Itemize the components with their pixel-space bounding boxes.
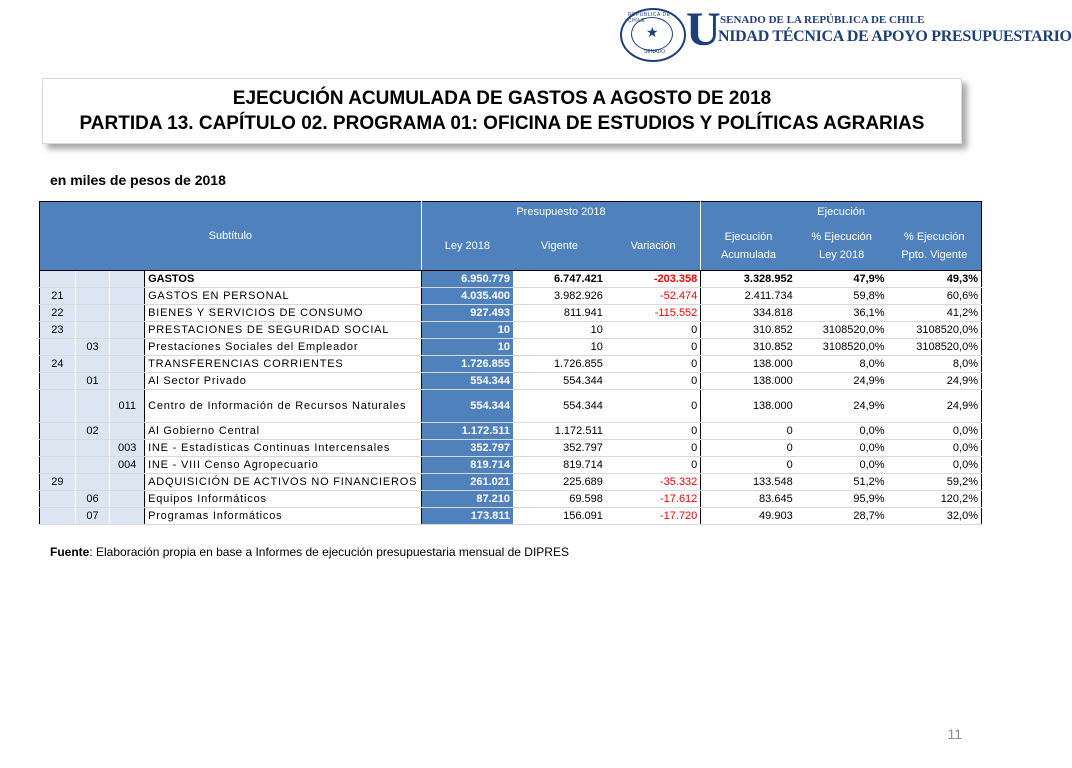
table-row (40, 390, 982, 423)
cell-item-code (75, 474, 110, 491)
cell-ejecucion-acumulada: 334.818 (701, 305, 796, 322)
cell-subtitulo-code (40, 508, 76, 525)
cell-ley-2018: 87.210 (421, 491, 513, 508)
cell-ley-2018: 10 (421, 339, 513, 356)
cell-pct-ejecucion-ley: 0,0% (796, 440, 888, 457)
cell-subtitulo-code (40, 440, 76, 457)
cell-vigente: 352.797 (513, 440, 606, 457)
cell-vigente: 819.714 (513, 457, 606, 474)
header-ejecucion-acumulada (701, 222, 796, 271)
cell-ejecucion-acumulada: 83.645 (701, 491, 796, 508)
cell-vigente: 1.726.855 (513, 356, 606, 373)
cell-asignacion-code (110, 288, 145, 305)
cell-asignacion-code (110, 491, 145, 508)
cell-pct-ejecucion-vigente: 24,9% (888, 373, 982, 390)
cell-description: Prestaciones Sociales del Empleador (145, 339, 422, 356)
cell-item-code (75, 322, 110, 339)
cell-subtitulo-code: 24 (40, 356, 76, 373)
cell-ejecucion-acumulada: 310.852 (701, 322, 796, 339)
cell-ley-2018: 261.021 (421, 474, 513, 491)
cell-asignacion-code (110, 339, 145, 356)
cell-pct-ejecucion-ley: 3108520,0% (796, 339, 888, 356)
header-ejec-acum-line2: Acumulada (720, 249, 777, 261)
table-row (40, 288, 982, 305)
cell-description: ADQUISICIÓN DE ACTIVOS NO FINANCIEROS (145, 474, 422, 491)
cell-pct-ejecucion-ley: 3108520,0% (796, 322, 888, 339)
cell-vigente: 10 (513, 322, 606, 339)
cell-item-code (75, 440, 110, 457)
cell-subtitulo-code: 22 (40, 305, 76, 322)
cell-ejecucion-acumulada: 138.000 (701, 390, 796, 423)
cell-item-code (75, 390, 110, 423)
logo-line-senate: SENADO DE LA REPÚBLICA DE CHILE (720, 14, 925, 26)
cell-pct-ejecucion-ley: 0,0% (796, 423, 888, 440)
cell-ejecucion-acumulada: 0 (701, 457, 796, 474)
cell-ley-2018: 10 (421, 322, 513, 339)
budget-table (39, 201, 982, 525)
cell-pct-ejecucion-ley: 24,9% (796, 373, 888, 390)
cell-description: TRANSFERENCIAS CORRIENTES (145, 356, 422, 373)
cell-item-code: 06 (75, 491, 110, 508)
cell-pct-ejecucion-vigente: 3108520,0% (888, 339, 982, 356)
cell-variacion: 0 (606, 390, 701, 423)
cell-subtitulo-code: 21 (40, 288, 76, 305)
cell-vigente: 10 (513, 339, 606, 356)
table-row (40, 508, 982, 525)
header-pct-vig-line2: Ppto. Vigente (901, 249, 968, 261)
title-line-1: EJECUCIÓN ACUMULADA DE GASTOS A AGOSTO DE 2018 (232, 88, 772, 109)
table-row (40, 356, 982, 373)
cell-ley-2018: 352.797 (421, 440, 513, 457)
cell-asignacion-code (110, 474, 145, 491)
cell-ley-2018: 819.714 (421, 457, 513, 474)
cell-variacion: 0 (606, 440, 701, 457)
cell-description: PRESTACIONES DE SEGURIDAD SOCIAL (145, 322, 422, 339)
cell-pct-ejecucion-ley: 8,0% (796, 356, 888, 373)
title-box (42, 78, 962, 144)
cell-vigente: 554.344 (513, 390, 606, 423)
units-subtitle: en miles de pesos de 2018 (50, 172, 226, 188)
cell-item-code (75, 305, 110, 322)
cell-vigente: 156.091 (513, 508, 606, 525)
table-body (40, 271, 982, 525)
cell-ejecucion-acumulada: 0 (701, 440, 796, 457)
cell-subtitulo-code (40, 457, 76, 474)
table-row (40, 474, 982, 491)
cell-description: Programas Informáticos (145, 508, 422, 525)
cell-item-code: 03 (75, 339, 110, 356)
cell-ley-2018: 1.726.855 (421, 356, 513, 373)
source-text: : Elaboración propia en base a Informes de ejecución presupuestaria mensual de DIPRES (89, 545, 569, 559)
cell-variacion: -17.612 (606, 491, 701, 508)
cell-vigente: 69.598 (513, 491, 606, 508)
cell-pct-ejecucion-vigente: 41,2% (888, 305, 982, 322)
header-ejec-acum-line1: Ejecución (724, 231, 773, 243)
seal-bottom-text: SENADO (644, 49, 666, 55)
cell-ejecucion-acumulada: 0 (701, 423, 796, 440)
source-note (50, 545, 569, 559)
table-row (40, 440, 982, 457)
cell-item-code (75, 288, 110, 305)
cell-vigente: 225.689 (513, 474, 606, 491)
title-line-2: PARTIDA 13. CAPÍTULO 02. PROGRAMA 01: OFICINA DE ESTUDIOS Y POLÍTICAS AGRARIAS (79, 113, 925, 134)
cell-item-code (75, 271, 110, 288)
source-label: Fuente (50, 545, 90, 559)
header-vigente: Vigente (513, 222, 606, 271)
table-row (40, 305, 982, 322)
cell-ejecucion-acumulada: 49.903 (701, 508, 796, 525)
cell-description: GASTOS (145, 271, 422, 288)
cell-ley-2018: 4.035.400 (421, 288, 513, 305)
cell-vigente: 811.941 (513, 305, 606, 322)
cell-item-code (75, 457, 110, 474)
cell-ejecucion-acumulada: 2.411.734 (701, 288, 796, 305)
cell-asignacion-code (110, 508, 145, 525)
cell-pct-ejecucion-ley: 24,9% (796, 390, 888, 423)
cell-subtitulo-code (40, 423, 76, 440)
cell-pct-ejecucion-ley: 0,0% (796, 457, 888, 474)
cell-subtitulo-code (40, 390, 76, 423)
cell-variacion: -35.332 (606, 474, 701, 491)
cell-item-code (75, 356, 110, 373)
cell-pct-ejecucion-vigente: 0,0% (888, 440, 982, 457)
table-row (40, 457, 982, 474)
cell-subtitulo-code: 23 (40, 322, 76, 339)
header-ley: Ley 2018 (421, 222, 513, 271)
header-presupuesto: Presupuesto 2018 (421, 202, 701, 223)
table-row (40, 491, 982, 508)
cell-pct-ejecucion-ley: 51,2% (796, 474, 888, 491)
cell-description: INE - VIII Censo Agropecuario (145, 457, 422, 474)
cell-description: Al Sector Privado (145, 373, 422, 390)
logo-letter: U (686, 3, 721, 56)
cell-description: BIENES Y SERVICIOS DE CONSUMO (145, 305, 422, 322)
cell-variacion: -203.358 (606, 271, 701, 288)
cell-subtitulo-code (40, 491, 76, 508)
cell-pct-ejecucion-vigente: 8,0% (888, 356, 982, 373)
cell-vigente: 3.982.926 (513, 288, 606, 305)
cell-variacion: -17.720 (606, 508, 701, 525)
cell-description: Equipos Informáticos (145, 491, 422, 508)
cell-pct-ejecucion-ley: 95,9% (796, 491, 888, 508)
table-row (40, 271, 982, 288)
table-row (40, 373, 982, 390)
cell-asignacion-code (110, 305, 145, 322)
senate-logo (620, 3, 1072, 64)
cell-asignacion-code (110, 373, 145, 390)
cell-pct-ejecucion-ley: 47,9% (796, 271, 888, 288)
cell-variacion: 0 (606, 322, 701, 339)
cell-item-code: 01 (75, 373, 110, 390)
cell-pct-ejecucion-vigente: 60,6% (888, 288, 982, 305)
cell-variacion: 0 (606, 339, 701, 356)
cell-vigente: 554.344 (513, 373, 606, 390)
table-header (40, 202, 982, 271)
table-row (40, 423, 982, 440)
cell-ley-2018: 554.344 (421, 373, 513, 390)
header-ejecucion: Ejecución (701, 202, 982, 223)
header-pct-vig-line1: % Ejecución (904, 231, 965, 243)
seal-star-icon: ★ (646, 24, 659, 40)
header-pct-ley-line1: % Ejecución (811, 231, 872, 243)
cell-ley-2018: 173.811 (421, 508, 513, 525)
cell-variacion: -115.552 (606, 305, 701, 322)
table-row (40, 322, 982, 339)
cell-pct-ejecucion-vigente: 120,2% (888, 491, 982, 508)
cell-subtitulo-code (40, 339, 76, 356)
cell-variacion: 0 (606, 373, 701, 390)
cell-variacion: 0 (606, 356, 701, 373)
cell-ley-2018: 927.493 (421, 305, 513, 322)
cell-ejecucion-acumulada: 138.000 (701, 373, 796, 390)
cell-pct-ejecucion-vigente: 59,2% (888, 474, 982, 491)
cell-variacion: 0 (606, 423, 701, 440)
logo-line-unit: NIDAD TÉCNICA DE APOYO PRESUPUESTARIO (718, 28, 1072, 45)
cell-asignacion-code: 004 (110, 457, 145, 474)
cell-subtitulo-code: 29 (40, 474, 76, 491)
cell-vigente: 1.172.511 (513, 423, 606, 440)
header-pct-ley (796, 222, 888, 271)
cell-pct-ejecucion-vigente: 32,0% (888, 508, 982, 525)
cell-description: GASTOS EN PERSONAL (145, 288, 422, 305)
cell-pct-ejecucion-vigente: 0,0% (888, 457, 982, 474)
cell-pct-ejecucion-ley: 28,7% (796, 508, 888, 525)
cell-asignacion-code (110, 271, 145, 288)
cell-ejecucion-acumulada: 138.000 (701, 356, 796, 373)
cell-pct-ejecucion-vigente: 0,0% (888, 423, 982, 440)
header-pct-vigente (888, 222, 982, 271)
senate-seal (620, 8, 686, 62)
table-row (40, 339, 982, 356)
cell-vigente: 6.747.421 (513, 271, 606, 288)
cell-pct-ejecucion-vigente: 49,3% (888, 271, 982, 288)
cell-description: Centro de Información de Recursos Naturales (145, 390, 422, 423)
seal-top-text: REPÚBLICA DE CHILE (628, 12, 671, 24)
cell-subtitulo-code (40, 373, 76, 390)
page-number: 11 (947, 726, 962, 742)
cell-pct-ejecucion-ley: 59,8% (796, 288, 888, 305)
cell-description: Al Gobierno Central (145, 423, 422, 440)
cell-ley-2018: 554.344 (421, 390, 513, 423)
cell-asignacion-code (110, 322, 145, 339)
cell-pct-ejecucion-vigente: 24,9% (888, 390, 982, 423)
cell-ley-2018: 1.172.511 (421, 423, 513, 440)
cell-pct-ejecucion-vigente: 3108520,0% (888, 322, 982, 339)
cell-variacion: 0 (606, 457, 701, 474)
cell-subtitulo-code (40, 271, 76, 288)
cell-pct-ejecucion-ley: 36,1% (796, 305, 888, 322)
cell-asignacion-code (110, 356, 145, 373)
cell-asignacion-code: 003 (110, 440, 145, 457)
cell-asignacion-code: 011 (110, 390, 145, 423)
cell-description: INE - Estadísticas Continuas Intercensales (145, 440, 422, 457)
header-subtitulo: Subtítulo (40, 202, 422, 271)
header-variacion: Variación (606, 222, 701, 271)
header-pct-ley-line2: Ley 2018 (818, 249, 865, 261)
cell-ley-2018: 6.950.779 (421, 271, 513, 288)
cell-ejecucion-acumulada: 3.328.952 (701, 271, 796, 288)
cell-ejecucion-acumulada: 133.548 (701, 474, 796, 491)
cell-ejecucion-acumulada: 310.852 (701, 339, 796, 356)
cell-item-code: 07 (75, 508, 110, 525)
cell-asignacion-code (110, 423, 145, 440)
cell-item-code: 02 (75, 423, 110, 440)
cell-variacion: -52.474 (606, 288, 701, 305)
